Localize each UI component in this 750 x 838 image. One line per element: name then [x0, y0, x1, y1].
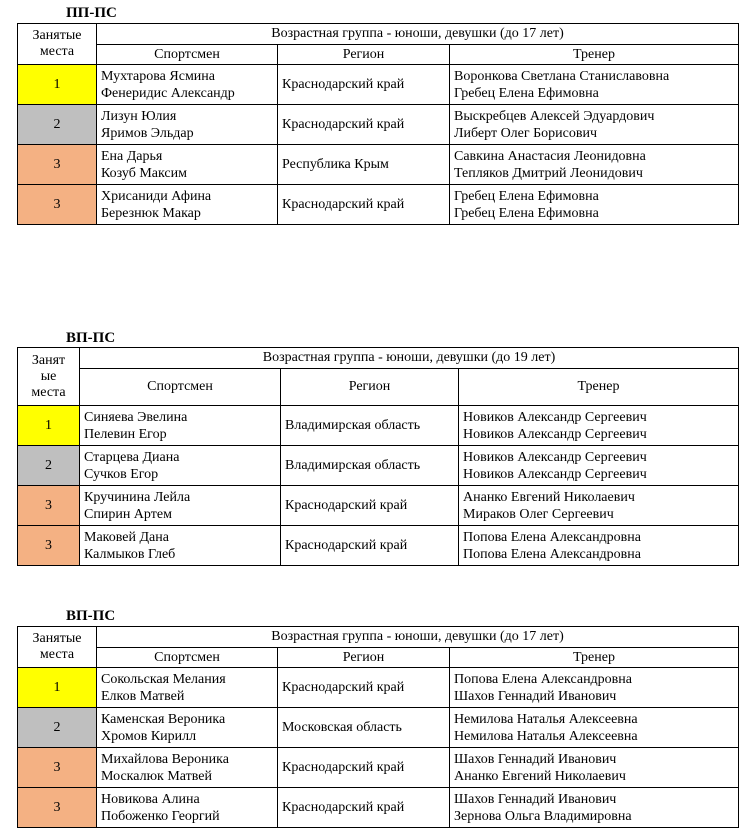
coaches-cell: Новиков Александр Сергеевич Новиков Александр Сергеевич — [459, 446, 739, 486]
coaches-cell: Савкина Анастасия Леонидовна Тепляков Дмитрий Леонидович — [450, 145, 739, 185]
coaches-cell: Шахов Геннадий Иванович Ананко Евгений Николаевич — [450, 748, 739, 788]
athletes-cell: Михайлова Вероника Москалюк Матвей — [97, 748, 278, 788]
table-row — [18, 526, 739, 566]
table-row — [18, 486, 739, 526]
athletes-cell: Сокольская Мелания Елков Матвей — [97, 668, 278, 708]
place-cell: 2 — [18, 708, 97, 748]
region-column-header: Регион — [278, 648, 450, 668]
region-cell: Краснодарский край — [278, 788, 450, 828]
age-group-header: Возрастная группа - юноши, девушки (до 19 лет) — [80, 348, 739, 369]
place-cell: 3 — [18, 526, 80, 566]
region-cell: Краснодарский край — [278, 185, 450, 225]
table-row — [18, 185, 739, 225]
place-cell: 1 — [18, 406, 80, 446]
coach-column-header: Тренер — [450, 45, 739, 65]
region-cell: Краснодарский край — [281, 526, 459, 566]
region-cell: Краснодарский край — [278, 105, 450, 145]
coach-column-header: Тренер — [459, 369, 739, 406]
place-cell: 3 — [18, 185, 97, 225]
region-cell: Краснодарский край — [281, 486, 459, 526]
places-header: Занятые места — [18, 24, 97, 65]
coaches-cell: Гребец Елена Ефимовна Гребец Елена Ефимовна — [450, 185, 739, 225]
table-row — [18, 748, 739, 788]
region-cell: Республика Крым — [278, 145, 450, 185]
results-table — [17, 23, 739, 225]
coach-column-header: Тренер — [450, 648, 739, 668]
region-column-header: Регион — [278, 45, 450, 65]
places-header: Занят ые места — [18, 348, 80, 406]
coaches-cell: Ананко Евгений Николаевич Мираков Олег Сергеевич — [459, 486, 739, 526]
place-cell: 1 — [18, 668, 97, 708]
coaches-cell: Новиков Александр Сергеевич Новиков Александр Сергеевич — [459, 406, 739, 446]
region-column-header: Регион — [281, 369, 459, 406]
coaches-cell: Шахов Геннадий Иванович Зернова Ольга Владимировна — [450, 788, 739, 828]
results-table — [17, 626, 739, 828]
place-cell: 3 — [18, 788, 97, 828]
results-table — [17, 347, 739, 566]
athletes-cell: Старцева Диана Сучков Егор — [80, 446, 281, 486]
table-title: ПП-ПС — [66, 5, 117, 21]
region-cell: Владимирская область — [281, 446, 459, 486]
place-cell: 3 — [18, 145, 97, 185]
athlete-column-header: Спортсмен — [97, 45, 278, 65]
table-row — [18, 708, 739, 748]
region-cell: Краснодарский край — [278, 748, 450, 788]
table-row — [18, 668, 739, 708]
athletes-cell: Маковей Дана Калмыков Глеб — [80, 526, 281, 566]
table-row — [18, 145, 739, 185]
place-cell: 3 — [18, 486, 80, 526]
athletes-cell: Хрисаниди Афина Березнюк Макар — [97, 185, 278, 225]
place-cell: 2 — [18, 446, 80, 486]
table-title: ВП-ПС — [66, 608, 116, 624]
age-group-header: Возрастная группа - юноши, девушки (до 17 лет) — [97, 627, 739, 648]
coaches-cell: Немилова Наталья Алексеевна Немилова Наталья Алексеевна — [450, 708, 739, 748]
table-row — [18, 446, 739, 486]
athlete-column-header: Спортсмен — [97, 648, 278, 668]
athletes-cell: Ена Дарья Козуб Максим — [97, 145, 278, 185]
places-header: Занятые места — [18, 627, 97, 668]
place-cell: 1 — [18, 65, 97, 105]
table-title: ВП-ПС — [66, 330, 116, 346]
coaches-cell: Воронкова Светлана Станиславовна Гребец Елена Ефимовна — [450, 65, 739, 105]
athletes-cell: Лизун Юлия Яримов Эльдар — [97, 105, 278, 145]
table-row — [18, 406, 739, 446]
place-cell: 3 — [18, 748, 97, 788]
region-cell: Московская область — [278, 708, 450, 748]
region-cell: Краснодарский край — [278, 668, 450, 708]
athlete-column-header: Спортсмен — [80, 369, 281, 406]
coaches-cell: Выскребцев Алексей Эдуардович Либерт Олег Борисович — [450, 105, 739, 145]
athletes-cell: Кручинина Лейла Спирин Артем — [80, 486, 281, 526]
table-row — [18, 65, 739, 105]
region-cell: Краснодарский край — [278, 65, 450, 105]
coaches-cell: Попова Елена Александровна Попова Елена Александровна — [459, 526, 739, 566]
age-group-header: Возрастная группа - юноши, девушки (до 17 лет) — [97, 24, 739, 45]
athletes-cell: Синяева Эвелина Пелевин Егор — [80, 406, 281, 446]
athletes-cell: Мухтарова Ясмина Фенеридис Александр — [97, 65, 278, 105]
table-row — [18, 105, 739, 145]
athletes-cell: Новикова Алина Побоженко Георгий — [97, 788, 278, 828]
athletes-cell: Каменская Вероника Хромов Кирилл — [97, 708, 278, 748]
region-cell: Владимирская область — [281, 406, 459, 446]
place-cell: 2 — [18, 105, 97, 145]
coaches-cell: Попова Елена Александровна Шахов Геннадий Иванович — [450, 668, 739, 708]
table-row — [18, 788, 739, 828]
